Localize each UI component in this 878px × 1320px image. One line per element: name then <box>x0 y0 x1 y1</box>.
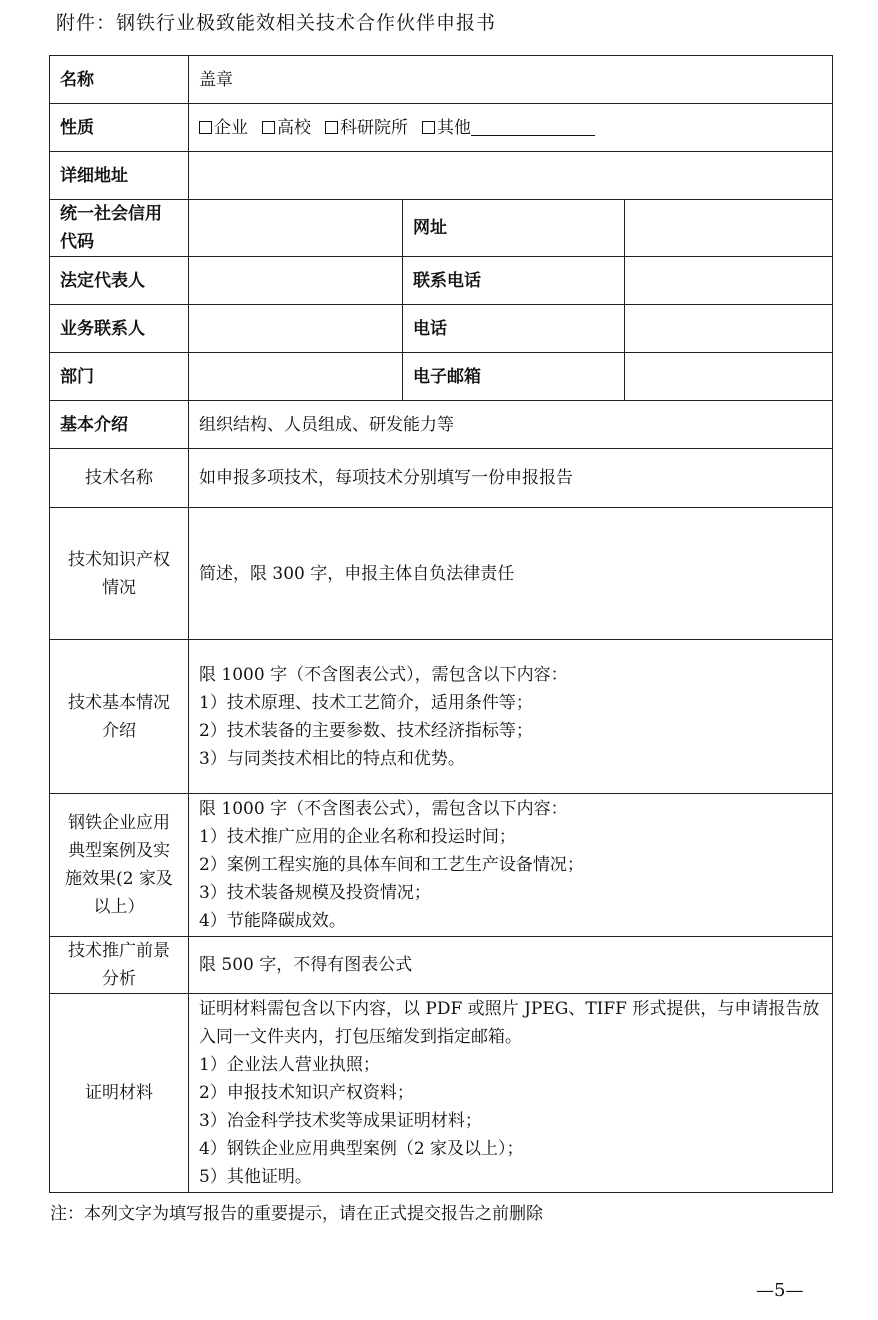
text-line: 5）其他证明。 <box>199 1167 312 1187</box>
text-line: 限 1000 字（不含图表公式），需包含以下内容： <box>199 799 568 819</box>
other-blank-line[interactable] <box>471 117 595 136</box>
nature-options <box>189 104 833 152</box>
value-address[interactable] <box>189 152 833 200</box>
text-line: 1）企业法人营业执照； <box>199 1055 380 1075</box>
text-line: 2）技术装备的主要参数、技术经济指标等； <box>199 720 533 741</box>
option-research-institute[interactable]: 科研院所 <box>325 118 408 138</box>
checkbox-icon[interactable] <box>325 121 338 134</box>
text-line: 1）技术原理、技术工艺简介，适用条件等； <box>199 692 533 713</box>
label-phone: 电话 <box>403 305 625 353</box>
text-line: 证明材料需包含以下内容，以 PDF 或照片 JPEG、TIFF 形式提供，与申请报告放入同一文件夹内，打包压缩发到指定邮箱。 <box>199 999 820 1047</box>
label-prospect: 技术推广前景分析 <box>50 937 189 994</box>
row-legal-rep <box>50 257 833 305</box>
option-other[interactable]: 其他 <box>422 118 471 138</box>
row-dept <box>50 353 833 401</box>
value-legal-rep[interactable] <box>189 257 403 305</box>
text-line: 1）技术推广应用的企业名称和投运时间； <box>199 827 516 847</box>
row-contact <box>50 305 833 353</box>
label-cases: 钢铁企业应用典型案例及实施效果(2 家及以上） <box>50 794 189 937</box>
text-line: 3）技术装备规模及投资情况； <box>199 883 431 903</box>
row-proof <box>50 994 833 1193</box>
label-basic-intro: 基本介绍 <box>50 401 189 449</box>
text-line: 4）钢铁企业应用典型案例（2 家及以上）； <box>199 1139 524 1159</box>
value-proof[interactable] <box>189 994 833 1193</box>
value-email[interactable] <box>625 353 833 401</box>
text-line: 限 1000 字（不含图表公式），需包含以下内容： <box>199 664 568 685</box>
label-address: 详细地址 <box>50 152 189 200</box>
label-credit-code: 统一社会信用代码 <box>50 200 189 257</box>
label-nature: 性质 <box>50 104 189 152</box>
text-line: 3）与同类技术相比的特点和优势。 <box>199 748 465 769</box>
row-prospect <box>50 937 833 994</box>
text-line: 2）申报技术知识产权资料； <box>199 1083 414 1103</box>
row-tech-name <box>50 449 833 508</box>
application-form-table <box>49 55 833 1193</box>
value-contact-phone[interactable] <box>625 257 833 305</box>
row-nature <box>50 104 833 152</box>
label-email: 电子邮箱 <box>403 353 625 401</box>
value-credit-code[interactable] <box>189 200 403 257</box>
checkbox-icon[interactable] <box>422 121 435 134</box>
row-address <box>50 152 833 200</box>
option-enterprise[interactable]: 企业 <box>199 118 248 138</box>
row-credit-code <box>50 200 833 257</box>
label-contact-phone: 联系电话 <box>403 257 625 305</box>
checkbox-icon[interactable] <box>262 121 275 134</box>
label-department: 部门 <box>50 353 189 401</box>
row-intro <box>50 401 833 449</box>
value-phone[interactable] <box>625 305 833 353</box>
text-line: 3）冶金科学技术奖等成果证明材料； <box>199 1111 482 1131</box>
value-basic-intro[interactable]: 组织结构、人员组成、研发能力等 <box>189 401 833 449</box>
row-ip <box>50 508 833 640</box>
value-cases[interactable] <box>189 794 833 937</box>
page-number: —5— <box>756 1280 804 1301</box>
value-business-contact[interactable] <box>189 305 403 353</box>
text-line: 4）节能降碳成效。 <box>199 911 346 931</box>
value-ip[interactable]: 简述，限 300 字，申报主体自负法律责任 <box>189 508 833 640</box>
value-tech-name[interactable]: 如申报多项技术，每项技术分别填写一份申报报告 <box>189 449 833 508</box>
label-business-contact: 业务联系人 <box>50 305 189 353</box>
value-website[interactable] <box>625 200 833 257</box>
row-tech-basic <box>50 640 833 794</box>
label-tech-basic: 技术基本情况介绍 <box>50 640 189 794</box>
label-website: 网址 <box>403 200 625 257</box>
option-university[interactable]: 高校 <box>262 118 311 138</box>
row-cases <box>50 794 833 937</box>
row-name <box>50 56 833 104</box>
label-tech-name: 技术名称 <box>50 449 189 508</box>
text-line: 2）案例工程实施的具体车间和工艺生产设备情况； <box>199 855 584 875</box>
value-tech-basic[interactable] <box>189 640 833 794</box>
checkbox-icon[interactable] <box>199 121 212 134</box>
value-department[interactable] <box>189 353 403 401</box>
value-prospect[interactable]: 限 500 字，不得有图表公式 <box>189 937 833 994</box>
label-name: 名称 <box>50 56 189 104</box>
label-proof: 证明材料 <box>50 994 189 1193</box>
label-ip: 技术知识产权情况 <box>50 508 189 640</box>
footnote: 注：本列文字为填写报告的重要提示，请在正式提交报告之前删除 <box>50 1204 543 1224</box>
label-legal-rep: 法定代表人 <box>50 257 189 305</box>
document-heading: 附件：钢铁行业极致能效相关技术合作伙伴申报书 <box>56 12 497 34</box>
value-seal[interactable]: 盖章 <box>189 56 833 104</box>
